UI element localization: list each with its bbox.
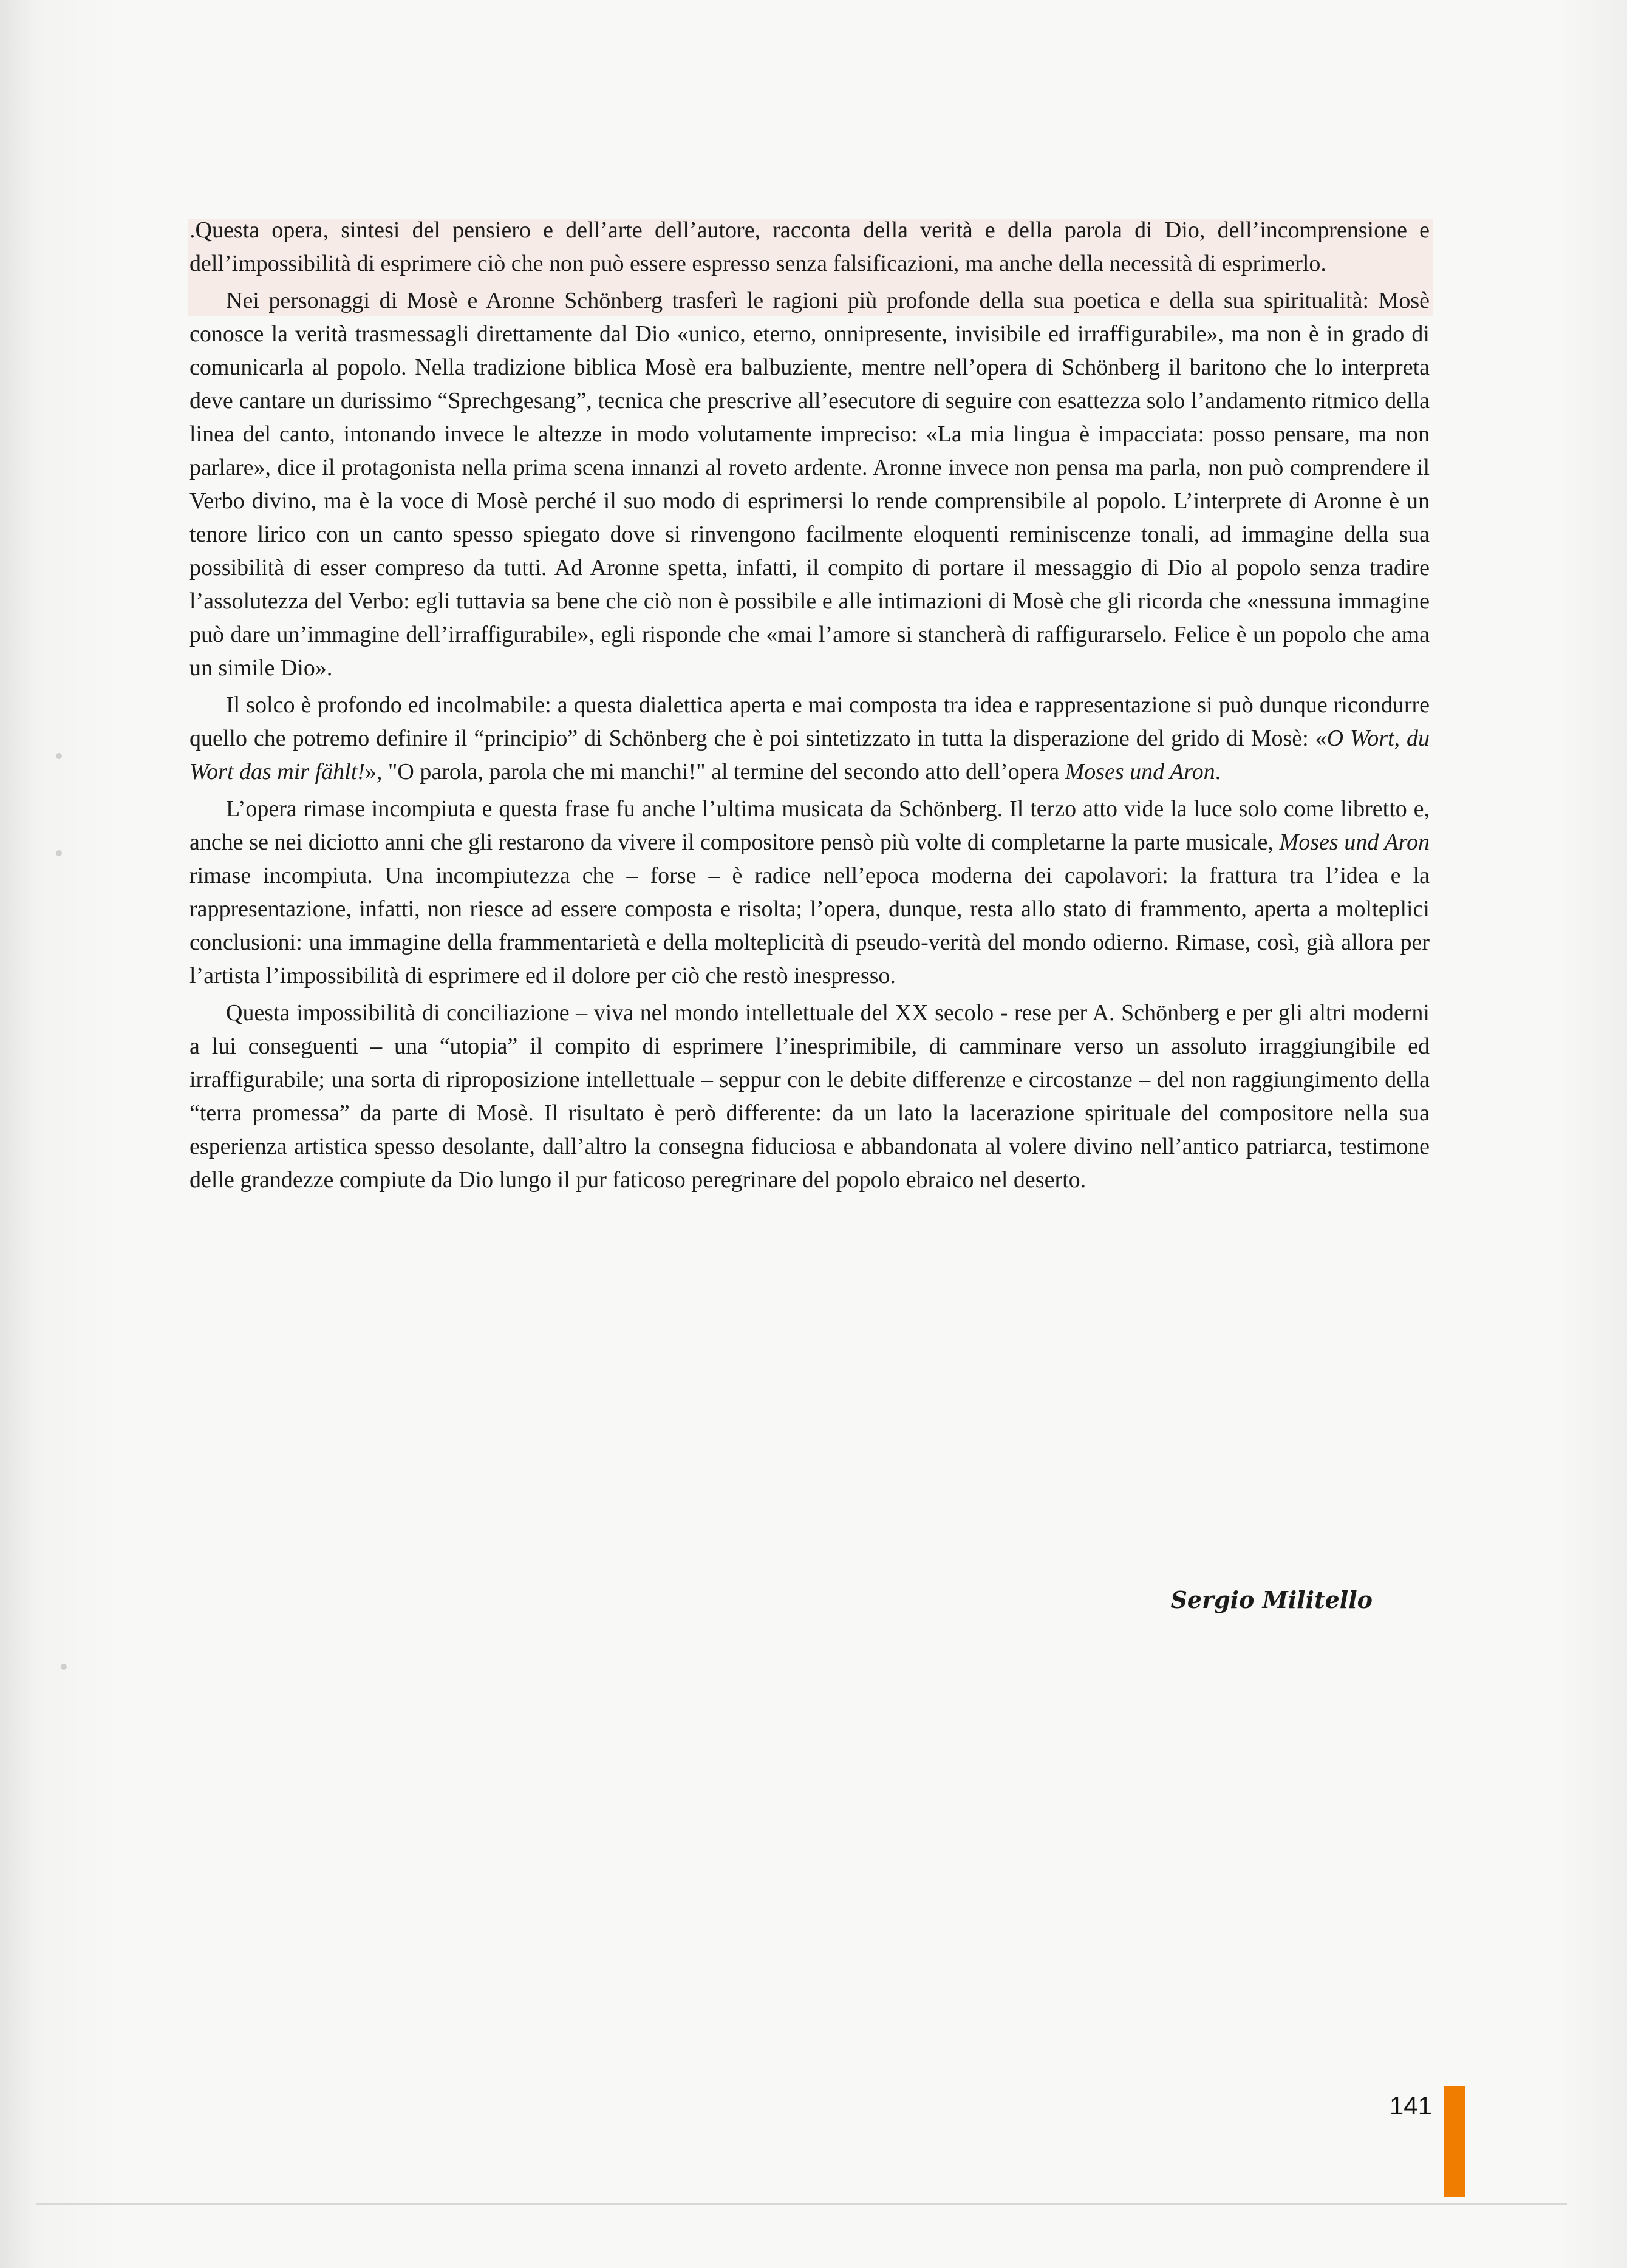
author-signature: Sergio Militello: [1170, 1586, 1373, 1613]
page-number: 141: [1389, 2091, 1432, 2120]
paragraph-4-text-end: rimase incompiuta. Una incompiutezza che – forse – è radice nell’epoca moderna dei capolavori: la frattura tra l’idea e la rappresentazione, infatti, non riesce ad essere composta e risolta; l’opera, dunque, resta allo stato di frammento, aperta a molteplici conclusioni: una immagine della frammentarietà e della molteplicità di pseudo-verità del mondo odierno. Rimase, così, già allora per l’artista l’impossibilità di esprimere ed il dolore per ciò che restò inespresso.: [189, 863, 1430, 989]
paragraph-3-text-middle: », "O parola, parola che mi manchi!" al termine del secondo atto dell’opera: [364, 759, 1065, 785]
paragraph-1: .Questa opera, sintesi del pensiero e dell’arte dell’autore, racconta della verità e della parola di Dio, dell’incomprensione e dell’impossibilità di esprimere ciò che non può essere espresso senza falsificazioni, ma anche della necessità di esprimerlo.: [189, 217, 1430, 276]
punch-mark: [56, 753, 62, 759]
quote-o-wort: O Wort, du Wort das mir fählt!: [189, 726, 1430, 785]
paragraph-3-text-end: .: [1215, 759, 1221, 785]
paragraph-4: [189, 792, 1430, 993]
punch-mark: [56, 850, 62, 856]
paragraph-4-text: L’opera rimase incompiuta e questa frase fu anche l’ultima musicata da Schönberg. Il terzo atto vide la luce solo come libretto e, anche se nei diciotto anni che gli restarono da vivere il compositore pensò più volte di completarne la parte musicale,: [189, 796, 1430, 855]
opera-title: Moses und Aron: [1065, 759, 1215, 785]
punch-mark: [61, 1664, 67, 1670]
bottom-rule: [36, 2203, 1567, 2205]
article-body: [189, 214, 1430, 1200]
paragraph-5: Questa impossibilità di conciliazione – viva nel mondo intellettuale del XX secolo - rese per A. Schönberg e per gli altri moderni a lui conseguenti – una “utopia” il compito di esprimere l’inesprimibile, di camminare verso un assoluto irraggiungibile ed irraffigurabile; una sorta di riproposizione intellettuale – seppur con le debite differenze e circostanze – del non raggiungimento della “terra promessa” da parte di Mosè. Il risultato è però differente: da un lato la lacerazione spirituale del compositore nella sua esperienza artistica spesso desolante, dall’altro la consegna fiduciosa e abbandonata al volere divino nell’antico patriarca, testimone delle grandezze compiute da Dio lungo il pur faticoso peregrinare del popolo ebraico nel deserto.: [189, 1000, 1430, 1193]
page-accent-bar: [1444, 2086, 1465, 2197]
opera-title: Moses und Aron: [1279, 829, 1430, 855]
paragraph-3: [189, 689, 1430, 789]
paragraph-2: Nei personaggi di Mosè e Aronne Schönberg trasferì le ragioni più profonde della sua poetica e della sua spiritualità: Mosè conosce la verità trasmessagli direttamente dal Dio «unico, eterno, onnipresente, invisibile ed irraffigurabile», ma non è in grado di comunicarla al popolo. Nella tradizione biblica Mosè era balbuziente, mentre nell’opera di Schönberg il baritono che lo interpreta deve cantare un durissimo “Sprechgesang”, tecnica che prescrive all’esecutore di seguire con esattezza solo l’andamento ritmico della linea del canto, intonando invece le altezze in modo volutamente impreciso: «La mia lingua è impacciata: posso pensare, ma non parlare», dice il protagonista nella prima scena innanzi al roveto ardente. Aronne invece non pensa ma parla, non può comprendere il Verbo divino, ma è la voce di Mosè perché il suo modo di esprimersi lo rende comprensibile al popolo. L’interprete di Aronne è un tenore lirico con un canto spesso spiegato dove si rinvengono facilmente eloquenti reminiscenze tonali, ad immagine della sua possibilità di esser compreso da tutti. Ad Aronne spetta, infatti, il compito di portare il messaggio di Dio al popolo senza tradire l’assolutezza del Verbo: egli tuttavia sa bene che ciò non è possibile e alle intimazioni di Mosè che gli ricorda che «nessuna immagine può dare un’immagine dell’irraffigurabile», egli risponde che «mai l’amore si stancherà di raffigurarselo. Felice è un popolo che ama un simile Dio».: [189, 288, 1430, 681]
paragraph-3-text: Il solco è profondo ed incolmabile: a questa dialettica aperta e mai composta tra idea e rappresentazione si può dunque ricondurre quello che potremo definire il “principio” di Schönberg che è poi sintetizzato in tutta la disperazione del grido di Mosè: «: [189, 692, 1430, 751]
